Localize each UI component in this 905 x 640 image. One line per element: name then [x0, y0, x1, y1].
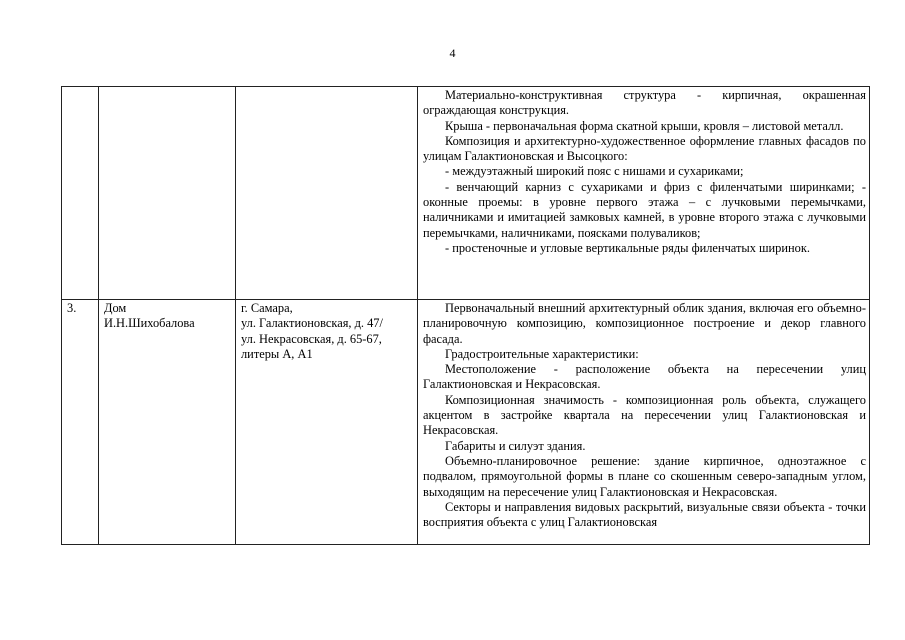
description-paragraph: - венчающий карниз с сухариками и фриз с филенчатыми ширинками; - оконные проемы: в уровне первого этажа – с лучковыми перемычками, наличниками и имитацией замковых камней, в уровне второго этажа с лучковыми перемычками, наличниками, поясками полуваликов;	[423, 179, 866, 240]
object-name-cell	[99, 87, 236, 300]
page-number: 4	[449, 46, 456, 60]
row-number-cell	[62, 87, 99, 300]
object-name-line: Дом	[104, 301, 127, 315]
table-row	[62, 87, 870, 300]
object-name-cell	[99, 300, 236, 545]
address-cell	[236, 87, 418, 300]
address-line: ул. Галактионовская, д. 47/	[241, 316, 383, 331]
description-paragraph: Крыша - первоначальная форма скатной крыши, кровля – листовой металл.	[445, 118, 844, 133]
description-paragraph: Градостроительные характеристики:	[445, 346, 639, 361]
object-name-line: И.Н.Шихобалова	[104, 316, 195, 331]
address-line: ул. Некрасовская, д. 65-67,	[241, 331, 382, 346]
table-row	[62, 300, 870, 545]
description-cell	[418, 300, 870, 545]
address-line: литеры А, А1	[241, 346, 313, 361]
row-number: 3.	[67, 301, 77, 315]
description-paragraph: Первоначальный внешний архитектурный облик здания, включая его объемно-планировочную композицию, композиционное построение и декор главного фасада.	[423, 301, 866, 346]
description-cell	[418, 87, 870, 300]
description-paragraph: Объемно-планировочное решение: здание кирпичное, одноэтажное с подвалом, прямоугольной формы в плане со скошенным северо-западным углом, выходящим на пересечение улиц Галактионовская и Некрасовская.	[423, 453, 866, 499]
description-paragraph: Материально-конструктивная структура - кирпичная, окрашенная ограждающая конструкция.	[423, 88, 866, 118]
description-paragraph: - междуэтажный широкий пояс с нишами и сухариками;	[445, 164, 744, 179]
description-paragraph: Композиционная значимость - композиционная роль объекта, служащего акцентом в застройке квартала на пересечении улиц Галактионовская и Некрасовская.	[423, 392, 866, 438]
row-number-cell	[62, 300, 99, 545]
address-line: г. Самара,	[241, 301, 293, 315]
address-cell	[236, 300, 418, 545]
description-paragraph: Габариты и силуэт здания.	[445, 438, 586, 453]
objects-table	[61, 86, 870, 545]
description-paragraph: Секторы и направления видовых раскрытий, визуальные связи объекта - точки восприятия объекта с улиц Галактионовская	[423, 499, 866, 530]
description-paragraph: Композиция и архитектурно-художественное оформление главных фасадов по улицам Галактионовская и Высоцкого:	[423, 133, 866, 164]
description-paragraph: Местоположение - расположение объекта на пересечении улиц Галактионовская и Некрасовская.	[423, 362, 866, 392]
description-paragraph: - простеночные и угловые вертикальные ряды филенчатых ширинок.	[445, 240, 810, 255]
